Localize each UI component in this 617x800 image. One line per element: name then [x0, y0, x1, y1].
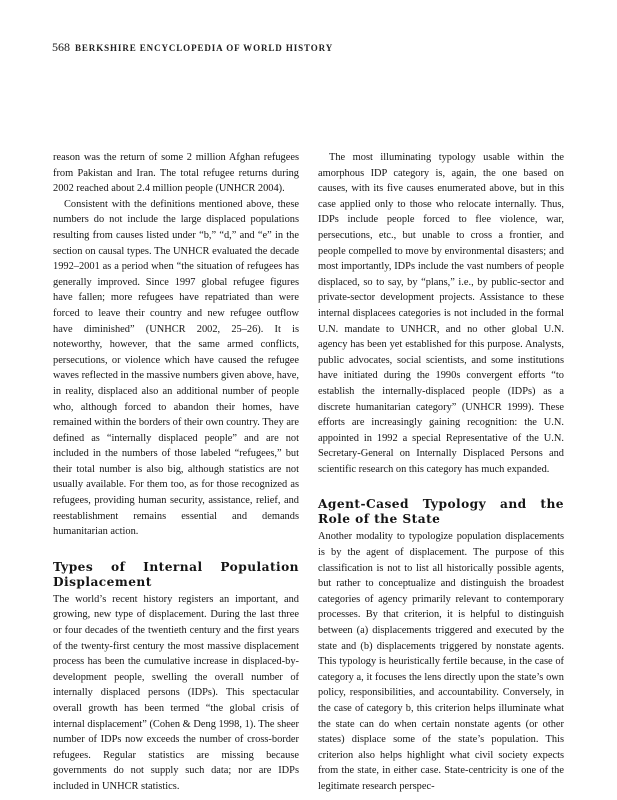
- paragraph: The most illuminating typology usable within the amorphous IDP category is, again, the one based on causes, with its five causes enumerated above, but in this case applied only to those who relocate internally. Thus, IDPs include people forced to flee violence, war, persecutions, etc., but unable to cross a frontier, and people compelled to move by environmental disasters; and most importantly, IDPs include the vast numbers of people displaced, so to say, by “plans,” i.e., by public-sector and private-sector development projects. Assistance to these internal displacees categories is not included in the formal U.N. mandate to UNHCR, and no other global U.N. agency has been yet established for this purpose. Analysts, public advocates, social scientists, and some institutions have initiated during the 1990s convergent efforts “to establish the internally-displaced people (IDPs) as a discrete humanitarian category” (UNHCR 1999). These efforts are increasingly gaining recognition: the U.N. appointed in 1992 a special Representative of the U.N. Secretary-General on Internally Displaced Persons and scientific research on this category has much expanded.: [318, 152, 564, 475]
- paragraph: Another modality to typologize population displacements is by the agent of displacement. The purpose of this classification is not to list all historically possible agents, but rather to conceptualize and distinguish the broadest categories of agency primarily relevant to contemporary processes. By that criterion, it is helpful to distinguish between (a) displacements triggered and executed by the state and (b) displacements triggered by nonstate agents. This typology is heuristically fertile because, in the case of category a, it focuses the lens directly upon the state’s own policy, responsibilities, and accountability. Conversely, in the case of category b, this criterion helps illuminate what the state can do when certain nonstate agents (or other states) displace some of the state’s population. This criterion also helps highlight what civil society expects from the state, in either case. State-centricity is one of the legitimate research perspec-: [318, 531, 564, 792]
- section-heading: Types of Internal Population Displacement: [53, 559, 299, 589]
- paragraph: Consistent with the definitions mentioned above, these numbers do not include the large displaced populations resulting from causes listed under “b,” “d,” and “e” in the section on causal types. The UNHCR evaluated the decade 1992–2001 as a period when “the situation of refugees has generally improved. Since 1997 global refugee figures have fallen; more refugees have repatriated than were forced to leave their country and new refugee outflow have diminished” (UNHCR 2002, 25–26). It is noteworthy, however, that the same armed conflicts, persecutions, or violence which have caused the refugee waves reflected in the massive numbers given above, have, in reality, displaced also an additional number of people who, although forced to abandon their homes, have remained within the borders of their own country. They are defined as “internally displaced people” and are not included in the numbers of those labeled “refugees,” but their total number is also big, although statistics are not usually available. For them too, as for those recognized as refugees, providing human security, assistance, relief, and reestablishment remains essential and demands humanitarian action.: [53, 198, 299, 538]
- page-number: 568: [52, 40, 70, 54]
- section-heading: Agent-Cased Typology and the Role of the State: [318, 497, 564, 527]
- paragraph: The world’s recent history registers an important, and growing, new type of displacement. During the last three or four decades of the twentieth century and the first years of the twenty-first century the most massive displacement process has been the cumulative increase in displaced-by-development people, swelling the overall number of internally displaced persons (IDPs). This spectacular overall growth has been termed “the global crisis of internal displacement” (Cohen & Deng 1998, 1). The sheer number of IDPs now exceeds the number of cross-border refugees. Regular statistics are missing because governments do not supply such data; nor are IDPs included in UNHCR statistics.: [53, 593, 299, 792]
- book-title: BERKSHIRE ENCYCLOPEDIA OF WORLD HISTORY: [75, 43, 334, 53]
- left-column: [53, 150, 299, 795]
- right-column: [318, 150, 564, 795]
- running-head: [52, 36, 334, 54]
- paragraph: reason was the return of some 2 million Afghan refugees from Pakistan and Iran. The total refugee returns during 2002 reached about 2.4 million people (UNHCR 2004).: [53, 152, 299, 195]
